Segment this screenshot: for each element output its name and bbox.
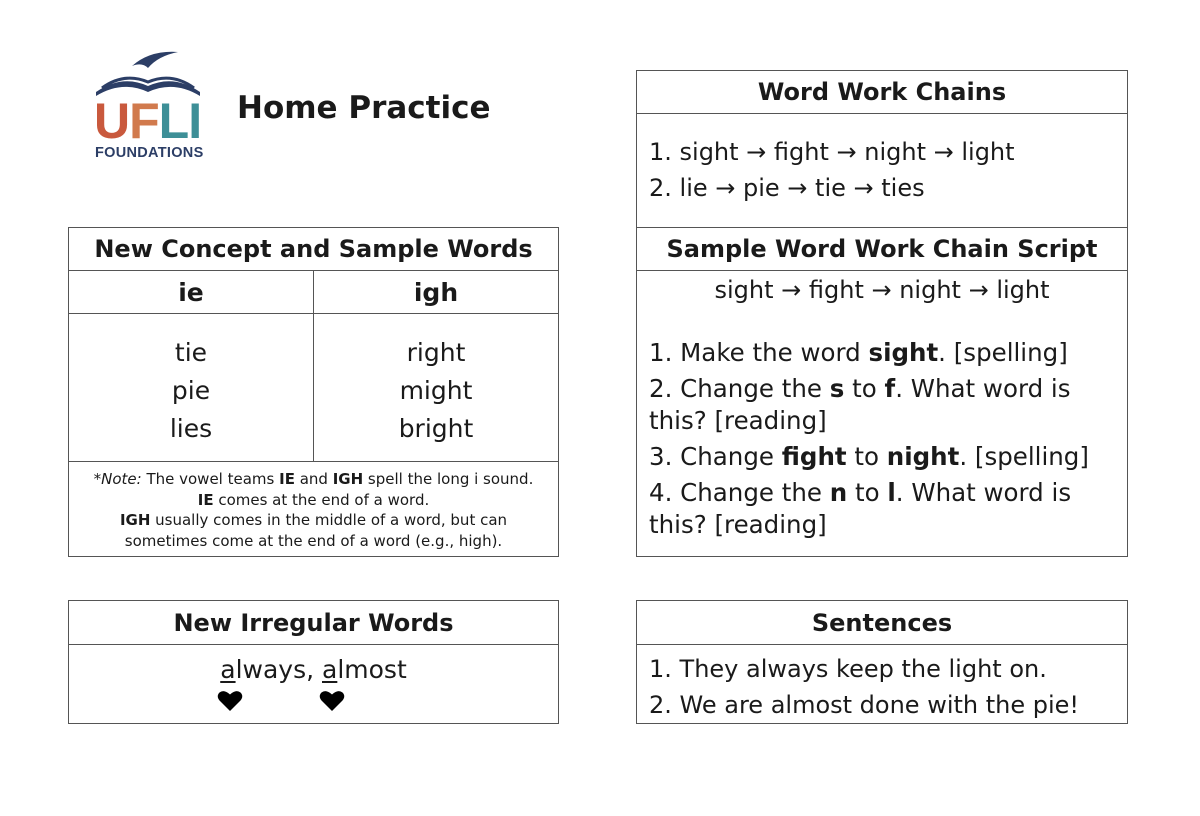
step-bold: f [884, 374, 896, 403]
irregular-words [69, 645, 558, 684]
step-text: 1. Make the word [649, 338, 869, 367]
script-steps [637, 304, 1127, 541]
step-bold: n [829, 478, 848, 507]
igh-word: might [399, 376, 473, 405]
chain-script-box [636, 227, 1128, 557]
chain-item: 1. sight → fight → night → light [649, 138, 1015, 166]
logo-letter-f: F [129, 93, 159, 149]
page-title: Home Practice [237, 90, 491, 126]
sentence-item: 1. They always keep the light on. [649, 655, 1047, 683]
step-text: . What word is this? [reading] [649, 374, 1071, 435]
step-text: to [847, 478, 888, 507]
irregular-letter-underlined: a [220, 655, 236, 684]
book-bird-icon [92, 48, 204, 98]
logo-letter-u: U [94, 93, 130, 149]
chains-list [637, 114, 1127, 206]
chain-item: 2. lie → pie → tie → ties [649, 174, 925, 202]
concept-note [69, 462, 558, 551]
irregular-words-box [68, 600, 559, 724]
note-bold: IGH [332, 470, 364, 488]
note-text: The vowel teams [141, 470, 280, 488]
script-step-2 [649, 373, 1115, 437]
step-bold: sight [868, 338, 939, 367]
script-step-4 [649, 477, 1115, 541]
ie-words-column [69, 314, 314, 461]
script-header: Sample Word Work Chain Script [637, 228, 1127, 271]
igh-word: bright [398, 414, 474, 443]
new-concept-table [68, 227, 559, 557]
igh-words-column [314, 314, 558, 461]
logo-letter-i: I [188, 93, 202, 149]
note-line-3 [69, 510, 558, 531]
step-bold: l [887, 478, 896, 507]
sentence-item: 2. We are almost done with the pie! [649, 691, 1080, 719]
note-text: usually comes in the middle of a word, but can [150, 511, 508, 529]
chains-header: Word Work Chains [637, 71, 1127, 114]
script-step-1 [649, 337, 1115, 369]
logo-letter-l: L [158, 93, 189, 149]
word-work-chains-box [636, 70, 1128, 228]
logo-subtitle: FOUNDATIONS [95, 145, 204, 161]
ie-word: pie [171, 376, 211, 405]
col-igh-header: igh [413, 277, 459, 307]
ie-word: lies [169, 414, 213, 443]
sentences-header: Sentences [637, 601, 1127, 645]
concept-words [69, 314, 558, 462]
col-ie-header: ie [69, 271, 314, 313]
step-text: 4. Change the [649, 478, 830, 507]
note-line-1 [69, 469, 558, 490]
irregular-word-rest: lways, [235, 655, 322, 684]
note-bold: IE [197, 490, 214, 509]
step-text: to [846, 442, 887, 471]
step-text: 2. Change the [649, 374, 830, 403]
ufli-logo [92, 48, 204, 166]
irregular-letter-underlined: a [322, 655, 338, 684]
heart-icon [319, 690, 345, 712]
igh-word: right [406, 338, 466, 367]
step-bold: night [886, 442, 960, 471]
sentences-list [637, 645, 1127, 723]
note-line-4: sometimes come at the end of a word (e.g., high). [124, 531, 503, 550]
script-chain: sight → fight → night → light [714, 276, 1050, 304]
note-text: comes at the end of a word. [213, 490, 430, 509]
logo-letters [94, 93, 202, 149]
concept-column-headers [69, 271, 558, 314]
concept-header: New Concept and Sample Words [69, 228, 558, 271]
note-line-2 [69, 490, 558, 511]
step-bold: fight [781, 442, 847, 471]
note-text: spell the long i sound. [363, 470, 534, 488]
step-text: . [spelling] [959, 442, 1089, 471]
note-text: and [294, 470, 333, 488]
step-text: 3. Change [649, 442, 782, 471]
script-step-3 [649, 441, 1115, 473]
step-bold: s [829, 374, 845, 403]
heart-icon [217, 690, 243, 712]
sentences-box [636, 600, 1128, 724]
irregular-header: New Irregular Words [69, 601, 558, 645]
step-text: to [844, 374, 885, 403]
note-label: *Note: [93, 470, 142, 488]
ie-word: tie [174, 338, 208, 367]
irregular-word-rest: lmost [337, 655, 407, 684]
note-bold: IGH [119, 511, 151, 529]
step-text: . What word is this? [reading] [649, 478, 1072, 539]
note-bold: IE [279, 470, 295, 488]
step-text: . [spelling] [938, 338, 1068, 367]
